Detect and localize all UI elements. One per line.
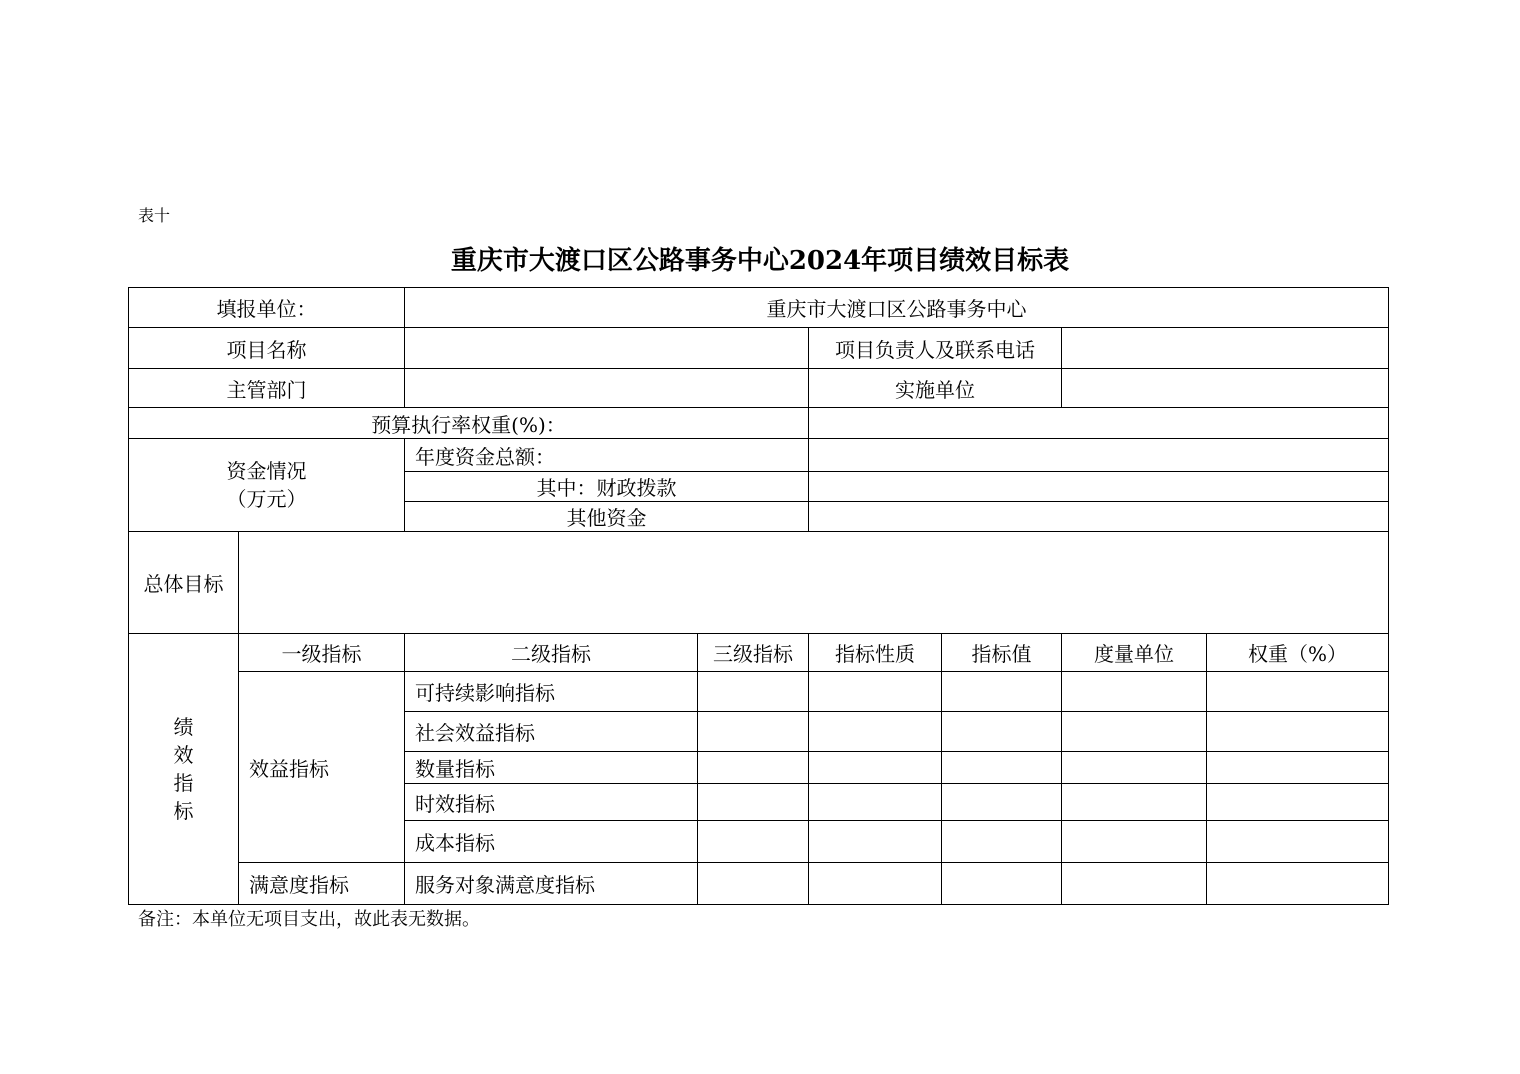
header-level2: 二级指标 <box>405 634 698 672</box>
level2-item: 数量指标 <box>405 752 698 784</box>
header-level1: 一级指标 <box>239 634 405 672</box>
budget-rate-value <box>809 408 1389 439</box>
impl-unit-label: 实施单位 <box>809 369 1062 408</box>
level2-item: 可持续影响指标 <box>405 672 698 712</box>
overall-goal-value <box>239 532 1389 634</box>
impl-unit-value <box>1062 369 1389 408</box>
project-lead-value <box>1062 328 1389 369</box>
funds-label-line2: （万元） <box>226 487 307 511</box>
level2-item: 时效指标 <box>405 784 698 821</box>
perf-indicator-label <box>129 634 239 905</box>
overall-goal-label: 总体目标 <box>129 532 239 634</box>
level2-item: 社会效益指标 <box>405 712 698 752</box>
header-unit: 度量单位 <box>1062 634 1207 672</box>
table-row <box>129 863 1389 905</box>
project-name-value <box>405 328 809 369</box>
footnote: 备注：本单位无项目支出，故此表无数据。 <box>138 909 480 930</box>
header-value: 指标值 <box>942 634 1062 672</box>
header-nature: 指标性质 <box>809 634 942 672</box>
funds-label-line1: 资金情况 <box>226 459 307 483</box>
level1-benefit: 效益指标 <box>239 672 405 863</box>
level2-item: 成本指标 <box>405 821 698 863</box>
header-level3: 三级指标 <box>698 634 809 672</box>
perf-label-char: 绩 <box>173 715 194 739</box>
perf-label-char: 标 <box>173 799 194 823</box>
funds-fiscal-label: 其中：财政拨款 <box>405 472 809 502</box>
fill-unit-label: 填报单位： <box>129 288 405 328</box>
dept-value <box>405 369 809 408</box>
header-weight: 权重（%） <box>1207 634 1389 672</box>
table-row <box>129 672 1389 712</box>
level2-item: 服务对象满意度指标 <box>405 863 698 905</box>
fill-unit-value: 重庆市大渡口区公路事务中心 <box>405 288 1389 328</box>
budget-rate-label: 预算执行率权重(%)： <box>129 408 809 439</box>
page-title: 重庆市大渡口区公路事务中心2024年项目绩效目标表 <box>450 246 1070 276</box>
funds-label <box>129 439 405 532</box>
funds-other-value <box>809 502 1389 532</box>
perf-label-char: 效 <box>173 743 194 767</box>
perf-label-char: 指 <box>173 771 194 795</box>
performance-target-table <box>128 287 1389 905</box>
level1-satisfaction: 满意度指标 <box>239 863 405 905</box>
project-lead-label: 项目负责人及联系电话 <box>809 328 1062 369</box>
dept-label: 主管部门 <box>129 369 405 408</box>
funds-fiscal-value <box>809 472 1389 502</box>
project-name-label: 项目名称 <box>129 328 405 369</box>
table-number: 表十 <box>138 206 171 225</box>
funds-other-label: 其他资金 <box>405 502 809 532</box>
funds-total-value <box>809 439 1389 472</box>
funds-total-label: 年度资金总额： <box>405 439 809 472</box>
